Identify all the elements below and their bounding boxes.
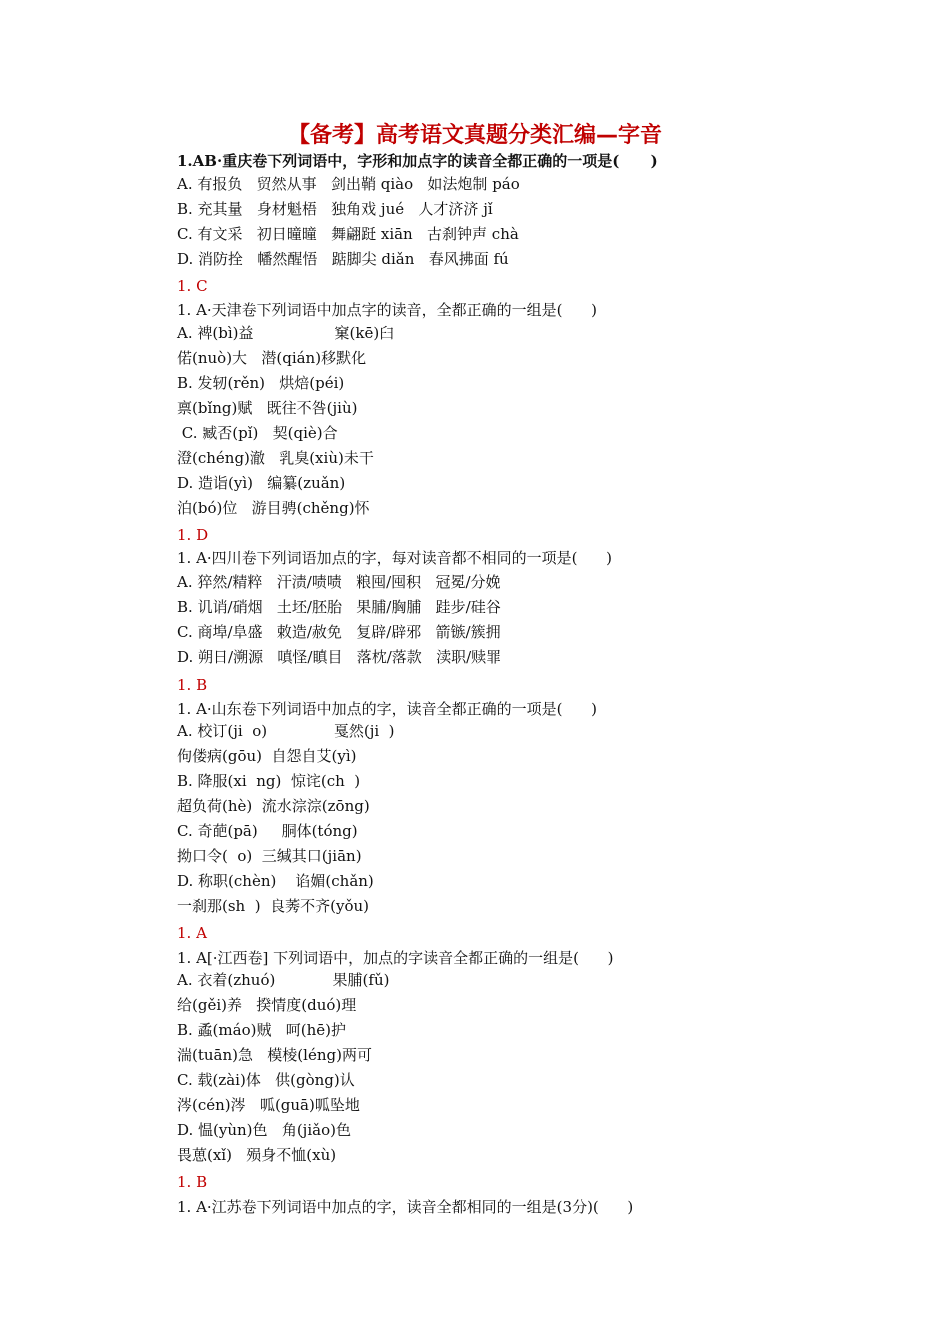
option-line: 泊(bó)位 游目骋(chěng)怀 — [177, 499, 370, 517]
answer-line: 1. B — [177, 676, 208, 694]
option-line: D. 称职(chèn) 谄媚(chǎn) — [177, 872, 374, 890]
option-line: C. 奇葩(pā) 胴体(tóng) — [177, 822, 358, 840]
answer-line: 1. D — [177, 526, 209, 544]
option-line: B. 蟊(máo)贼 呵(hē)护 — [177, 1021, 347, 1039]
question-2-stem: 1. A·天津卷下列词语中加点字的读音，全都正确的一组是( ) — [177, 301, 597, 319]
answer-line: 1. C — [177, 277, 208, 295]
option-line: B. 充其量 身材魁梧 独角戏 jué 人才济济 jǐ — [177, 200, 493, 218]
option-line: D. 朔日/溯源 嗔怪/瞋目 落枕/落款 渎职/赎罪 — [177, 648, 502, 666]
option-line: C. 有文采 初日曈曈 舞翩跹 xiān 古刹钟声 chà — [177, 225, 519, 243]
option-line: 畏葸(xǐ) 殒身不恤(xù) — [177, 1146, 337, 1164]
option-line: A. 有报负 贸然从事 剑出鞘 qiào 如法炮制 páo — [177, 175, 520, 193]
option-line: 偌(nuò)大 潜(qián)移默化 — [177, 349, 367, 367]
option-line: A. 衣着(zhuó) 果脯(fǔ) — [177, 971, 390, 989]
option-line: 佝偻病(gōu) 自怨自艾(yì) — [177, 747, 357, 765]
answer-line: 1. A — [177, 924, 207, 942]
option-line: A. 猝然/精粹 汗渍/啧啧 粮囤/囤积 冠冕/分娩 — [177, 573, 501, 591]
answer-line: 1. B — [177, 1173, 208, 1191]
option-line: B. 发轫(rěn) 烘焙(péi) — [177, 374, 345, 392]
option-line: A. 校订(ji o) 戛然(ji ) — [177, 722, 395, 740]
option-line: A. 裨(bì)益 窠(kē)臼 — [177, 324, 395, 342]
option-line: 禀(bǐng)赋 既往不咎(jiù) — [177, 399, 358, 417]
option-line: B. 讥诮/硝烟 土坯/胚胎 果脯/胸脯 跬步/硅谷 — [177, 598, 501, 616]
question-1-stem: 1.AB·重庆卷下列词语中，字形和加点字的读音全都正确的一项是( ) — [177, 152, 658, 170]
option-line: C. 载(zài)体 供(gòng)认 — [177, 1071, 355, 1089]
option-line: 一刹那(sh ) 良莠不齐(yǒu) — [177, 897, 370, 915]
question-6-stem: 1. A·江苏卷下列词语中加点的字，读音全都相同的一组是(3分)( ) — [177, 1198, 634, 1216]
page-title: 【备考】高考语文真题分类汇编—字音 — [287, 123, 662, 148]
option-line: 拗口令( o) 三缄其口(jiān) — [177, 847, 362, 865]
option-line: D. 愠(yùn)色 角(jiǎo)色 — [177, 1121, 351, 1139]
option-line: D. 消防拴 幡然醒悟 踮脚尖 diǎn 春风拂面 fú — [177, 250, 509, 268]
option-line: C. 臧否(pǐ) 契(qiè)合 — [177, 424, 338, 442]
option-line: 给(gěi)养 揆情度(duó)理 — [177, 996, 357, 1014]
option-line: D. 造诣(yì) 编纂(zuǎn) — [177, 474, 346, 492]
option-line: B. 降服(xi ng) 惊诧(ch ) — [177, 772, 361, 790]
option-line: 超负荷(hè) 流水淙淙(zōng) — [177, 797, 370, 815]
option-line: 涔(cén)涔 呱(guā)呱坠地 — [177, 1096, 360, 1114]
question-3-stem: 1. A·四川卷下列词语加点的字，每对读音都不相同的一项是( ) — [177, 549, 612, 567]
question-4-stem: 1. A·山东卷下列词语中加点的字，读音全都正确的一项是( ) — [177, 700, 597, 718]
option-line: 湍(tuān)急 模棱(léng)两可 — [177, 1046, 372, 1064]
question-5-stem: 1. A[·江西卷] 下列词语中，加点的字读音全都正确的一组是( ) — [177, 949, 614, 967]
option-line: 澄(chéng)澈 乳臭(xiù)未干 — [177, 449, 374, 467]
option-line: C. 商埠/阜盛 敕造/赦免 复辟/辟邪 箭镞/簇拥 — [177, 623, 501, 641]
